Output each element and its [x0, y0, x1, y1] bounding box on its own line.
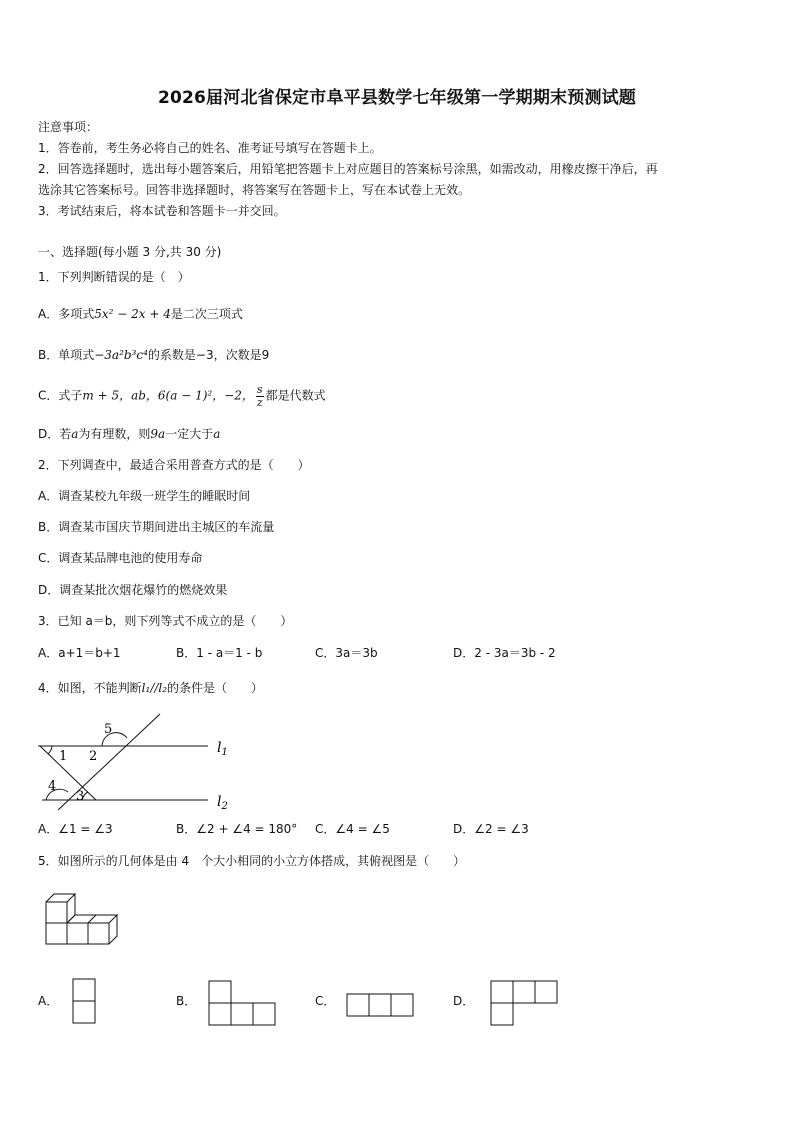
page-title: 2026届河北省保定市阜平县数学七年级第一学期期末预测试题	[157, 88, 637, 108]
q1-b-math: −3a²b³c⁴	[94, 348, 148, 362]
q5-option-c-figure	[346, 993, 416, 1019]
q2-option-d: D．调查某批次烟花爆竹的燃烧效果	[38, 583, 228, 597]
q4-option-c: C．∠4 = ∠5	[315, 822, 390, 836]
q3-option-a: A．a+1＝b+1	[38, 646, 121, 660]
angle-label-1: 1	[59, 749, 68, 764]
q5-option-a-label: A．	[38, 994, 59, 1008]
angle-arc-1	[48, 746, 52, 754]
notice-line-2: 2．回答选择题时，选出每小题答案后，用铅笔把答题卡上对应题目的答案标号涂黑，如需改动，用橡皮擦干净后，再	[38, 162, 658, 176]
angle-label-4: 4	[48, 779, 57, 794]
q2-option-a: A．调查某校九年级一班学生的睡眠时间	[38, 489, 251, 503]
q1-option-c: C．式子m + 5，ab，6(a − 1)²，−2， $\frac{s}{z}$ 都是代数式	[38, 383, 326, 409]
q5-option-c-label: C．	[315, 994, 336, 1008]
q1-c-math: m + 5，ab，6(a − 1)²，−2，	[82, 388, 254, 403]
line-l2-label: $l_2$	[217, 794, 228, 812]
q5-option-d-figure	[490, 980, 560, 1026]
q4-parallel-lines-figure	[30, 708, 250, 813]
q5-option-a-figure	[72, 978, 98, 1024]
q1-option-b: B．单项式−3a²b³c⁴的系数是−3，次数是9	[38, 348, 270, 362]
q5-option-b-label: B．	[176, 994, 197, 1008]
notice-heading: 注意事项：	[38, 120, 99, 134]
q3-option-d: D．2 - 3a＝3b - 2	[453, 646, 556, 660]
q5-cube-solid-figure	[40, 888, 130, 948]
q4-stem: 4．如图，不能判断l₁//l₂的条件是（ ）	[38, 681, 264, 695]
angle-label-2: 2	[89, 749, 98, 764]
line-l1-label: $l_1$	[217, 740, 228, 758]
q5-option-b-figure	[208, 980, 278, 1026]
notice-line-1: 1．答卷前，考生务必将自己的姓名、准考证号填写在答题卡上。	[38, 141, 382, 155]
q2-option-b: B．调查某市国庆节期间进出主城区的车流量	[38, 520, 275, 534]
q1-stem: 1．下列判断错误的是（ ）	[38, 270, 190, 284]
q1-c-fraction: $\frac{s}{z}$	[256, 383, 263, 409]
q4-option-b: B．∠2 + ∠4 = 180°	[176, 822, 298, 836]
q4-option-d: D．∠2 = ∠3	[453, 822, 529, 836]
notice-line-3: 选涂其它答案标号。回答非选择题时，将答案写在答题卡上，写在本试卷上无效。	[38, 183, 471, 197]
q2-option-c: C．调查某品牌电池的使用寿命	[38, 551, 203, 565]
angle-label-5: 5	[104, 722, 113, 737]
q3-stem: 3．已知 a＝b，则下列等式不成立的是（ ）	[38, 614, 293, 628]
q4-option-a: A．∠1 = ∠3	[38, 822, 113, 836]
q5-option-d-label: D．	[453, 994, 475, 1008]
q5-stem: 5．如图所示的几何体是由 4 个大小相同的小立方体搭成，其俯视图是（ ）	[38, 854, 466, 868]
q3-option-c: C．3a＝3b	[315, 646, 378, 660]
q4-stem-math: l₁//l₂	[141, 681, 168, 695]
angle-label-3: 3	[76, 789, 85, 804]
q1-option-a: A．多项式5x² − 2x + 4是二次三项式	[38, 307, 243, 321]
section-heading: 一、选择题(每小题 3 分,共 30 分)	[38, 245, 222, 259]
q3-option-b: B．1 - a＝1 - b	[176, 646, 263, 660]
q2-stem: 2．下列调查中，最适合采用普查方式的是（ ）	[38, 458, 310, 472]
q1-a-math: 5x² − 2x + 4	[94, 307, 171, 321]
q1-option-d: D．若a为有理数，则9a一定大于a	[38, 427, 221, 441]
notice-line-4: 3．考试结束后，将本试卷和答题卡一并交回。	[38, 204, 286, 218]
